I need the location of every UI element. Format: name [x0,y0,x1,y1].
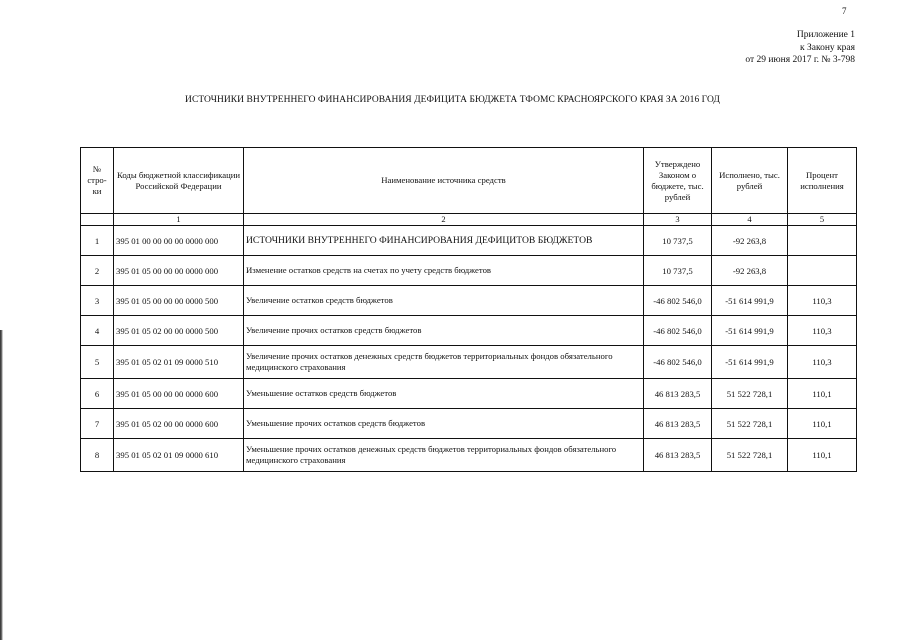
executed-value: -92 263,8 [712,256,788,286]
column-number: 3 [644,214,712,226]
row-number: 4 [81,316,114,346]
executed-value: 51 522 728,1 [712,439,788,472]
approved-value: 10 737,5 [644,226,712,256]
approved-value: -46 802 546,0 [644,346,712,379]
approved-value: 46 813 283,5 [644,409,712,439]
budget-code: 395 01 05 02 01 09 0000 610 [114,439,244,472]
executed-value: -51 614 991,9 [712,346,788,379]
budget-code: 395 01 00 00 00 00 0000 000 [114,226,244,256]
percent-value: 110,3 [788,346,857,379]
budget-code: 395 01 05 02 00 00 0000 600 [114,409,244,439]
row-number: 8 [81,439,114,472]
percent-value [788,256,857,286]
row-number: 7 [81,409,114,439]
budget-code: 395 01 05 02 01 09 0000 510 [114,346,244,379]
row-number: 6 [81,379,114,409]
appendix-line-1: Приложение 1 [796,30,855,40]
executed-value: 51 522 728,1 [712,379,788,409]
source-name: Увеличение остатков средств бюджетов [244,286,644,316]
source-name: Уменьшение прочих остатков денежных средств бюджетов территориальных фондов обязательного медицинского страхования [244,439,644,472]
table-row [81,256,857,286]
percent-value: 110,3 [788,316,857,346]
table-row [81,409,857,439]
column-number-empty [81,214,114,226]
source-name: ИСТОЧНИКИ ВНУТРЕННЕГО ФИНАНСИРОВАНИЯ ДЕФИЦИТОВ БЮДЖЕТОВ [244,226,644,256]
percent-value: 110,1 [788,409,857,439]
column-number: 5 [788,214,857,226]
approved-value: -46 802 546,0 [644,316,712,346]
budget-code: 395 01 05 00 00 00 0000 000 [114,256,244,286]
table-header-row [81,148,857,214]
column-number-row [81,214,857,226]
row-number: 2 [81,256,114,286]
row-number: 3 [81,286,114,316]
budget-code: 395 01 05 00 00 00 0000 500 [114,286,244,316]
source-name: Увеличение прочих остатков средств бюджетов [244,316,644,346]
source-name: Изменение остатков средств на счетах по учету средств бюджетов [244,256,644,286]
column-number: 4 [712,214,788,226]
header-budget-code: Коды бюджетной классификации Российской Федерации [114,148,244,214]
budget-code: 395 01 05 02 00 00 0000 500 [114,316,244,346]
table-row [81,346,857,379]
table-row [81,286,857,316]
percent-value: 110,1 [788,379,857,409]
executed-value: -51 614 991,9 [712,316,788,346]
percent-value: 110,1 [788,439,857,472]
row-number: 5 [81,346,114,379]
table-row [81,439,857,472]
table-row [81,379,857,409]
scan-edge-shadow [0,330,3,640]
appendix-line-2: к Закону края [799,42,855,53]
percent-value: 110,3 [788,286,857,316]
header-row-number: № стро-ки [81,148,114,214]
appendix-line-3: от 29 июня 2017 г. № 3-798 [745,55,855,65]
document-title: ИСТОЧНИКИ ВНУТРЕННЕГО ФИНАНСИРОВАНИЯ ДЕФИЦИТА БЮДЖЕТА ТФОМС КРАСНОЯРСКОГО КРАЯ ЗА 2016 ГОД [185,95,720,105]
table-row [81,226,857,256]
approved-value: 46 813 283,5 [644,439,712,472]
appendix-block [745,29,855,67]
page-number: 7 [842,6,847,16]
column-number: 1 [114,214,244,226]
approved-value: 10 737,5 [644,256,712,286]
column-number: 2 [244,214,644,226]
header-percent: Процент исполнения [788,148,857,214]
budget-code: 395 01 05 00 00 00 0000 600 [114,379,244,409]
approved-value: -46 802 546,0 [644,286,712,316]
row-number: 1 [81,226,114,256]
financing-sources-table [80,147,857,472]
source-name: Уменьшение прочих остатков средств бюджетов [244,409,644,439]
header-executed: Исполнено, тыс. рублей [712,148,788,214]
executed-value: -92 263,8 [712,226,788,256]
header-source-name: Наименование источника средств [244,148,644,214]
source-name: Увеличение прочих остатков денежных средств бюджетов территориальных фондов обязательного медицинского страхования [244,346,644,379]
executed-value: 51 522 728,1 [712,409,788,439]
percent-value [788,226,857,256]
header-approved: Утверждено Законом о бюджете, тыс. рублей [644,148,712,214]
approved-value: 46 813 283,5 [644,379,712,409]
table-row [81,316,857,346]
source-name: Уменьшение остатков средств бюджетов [244,379,644,409]
executed-value: -51 614 991,9 [712,286,788,316]
